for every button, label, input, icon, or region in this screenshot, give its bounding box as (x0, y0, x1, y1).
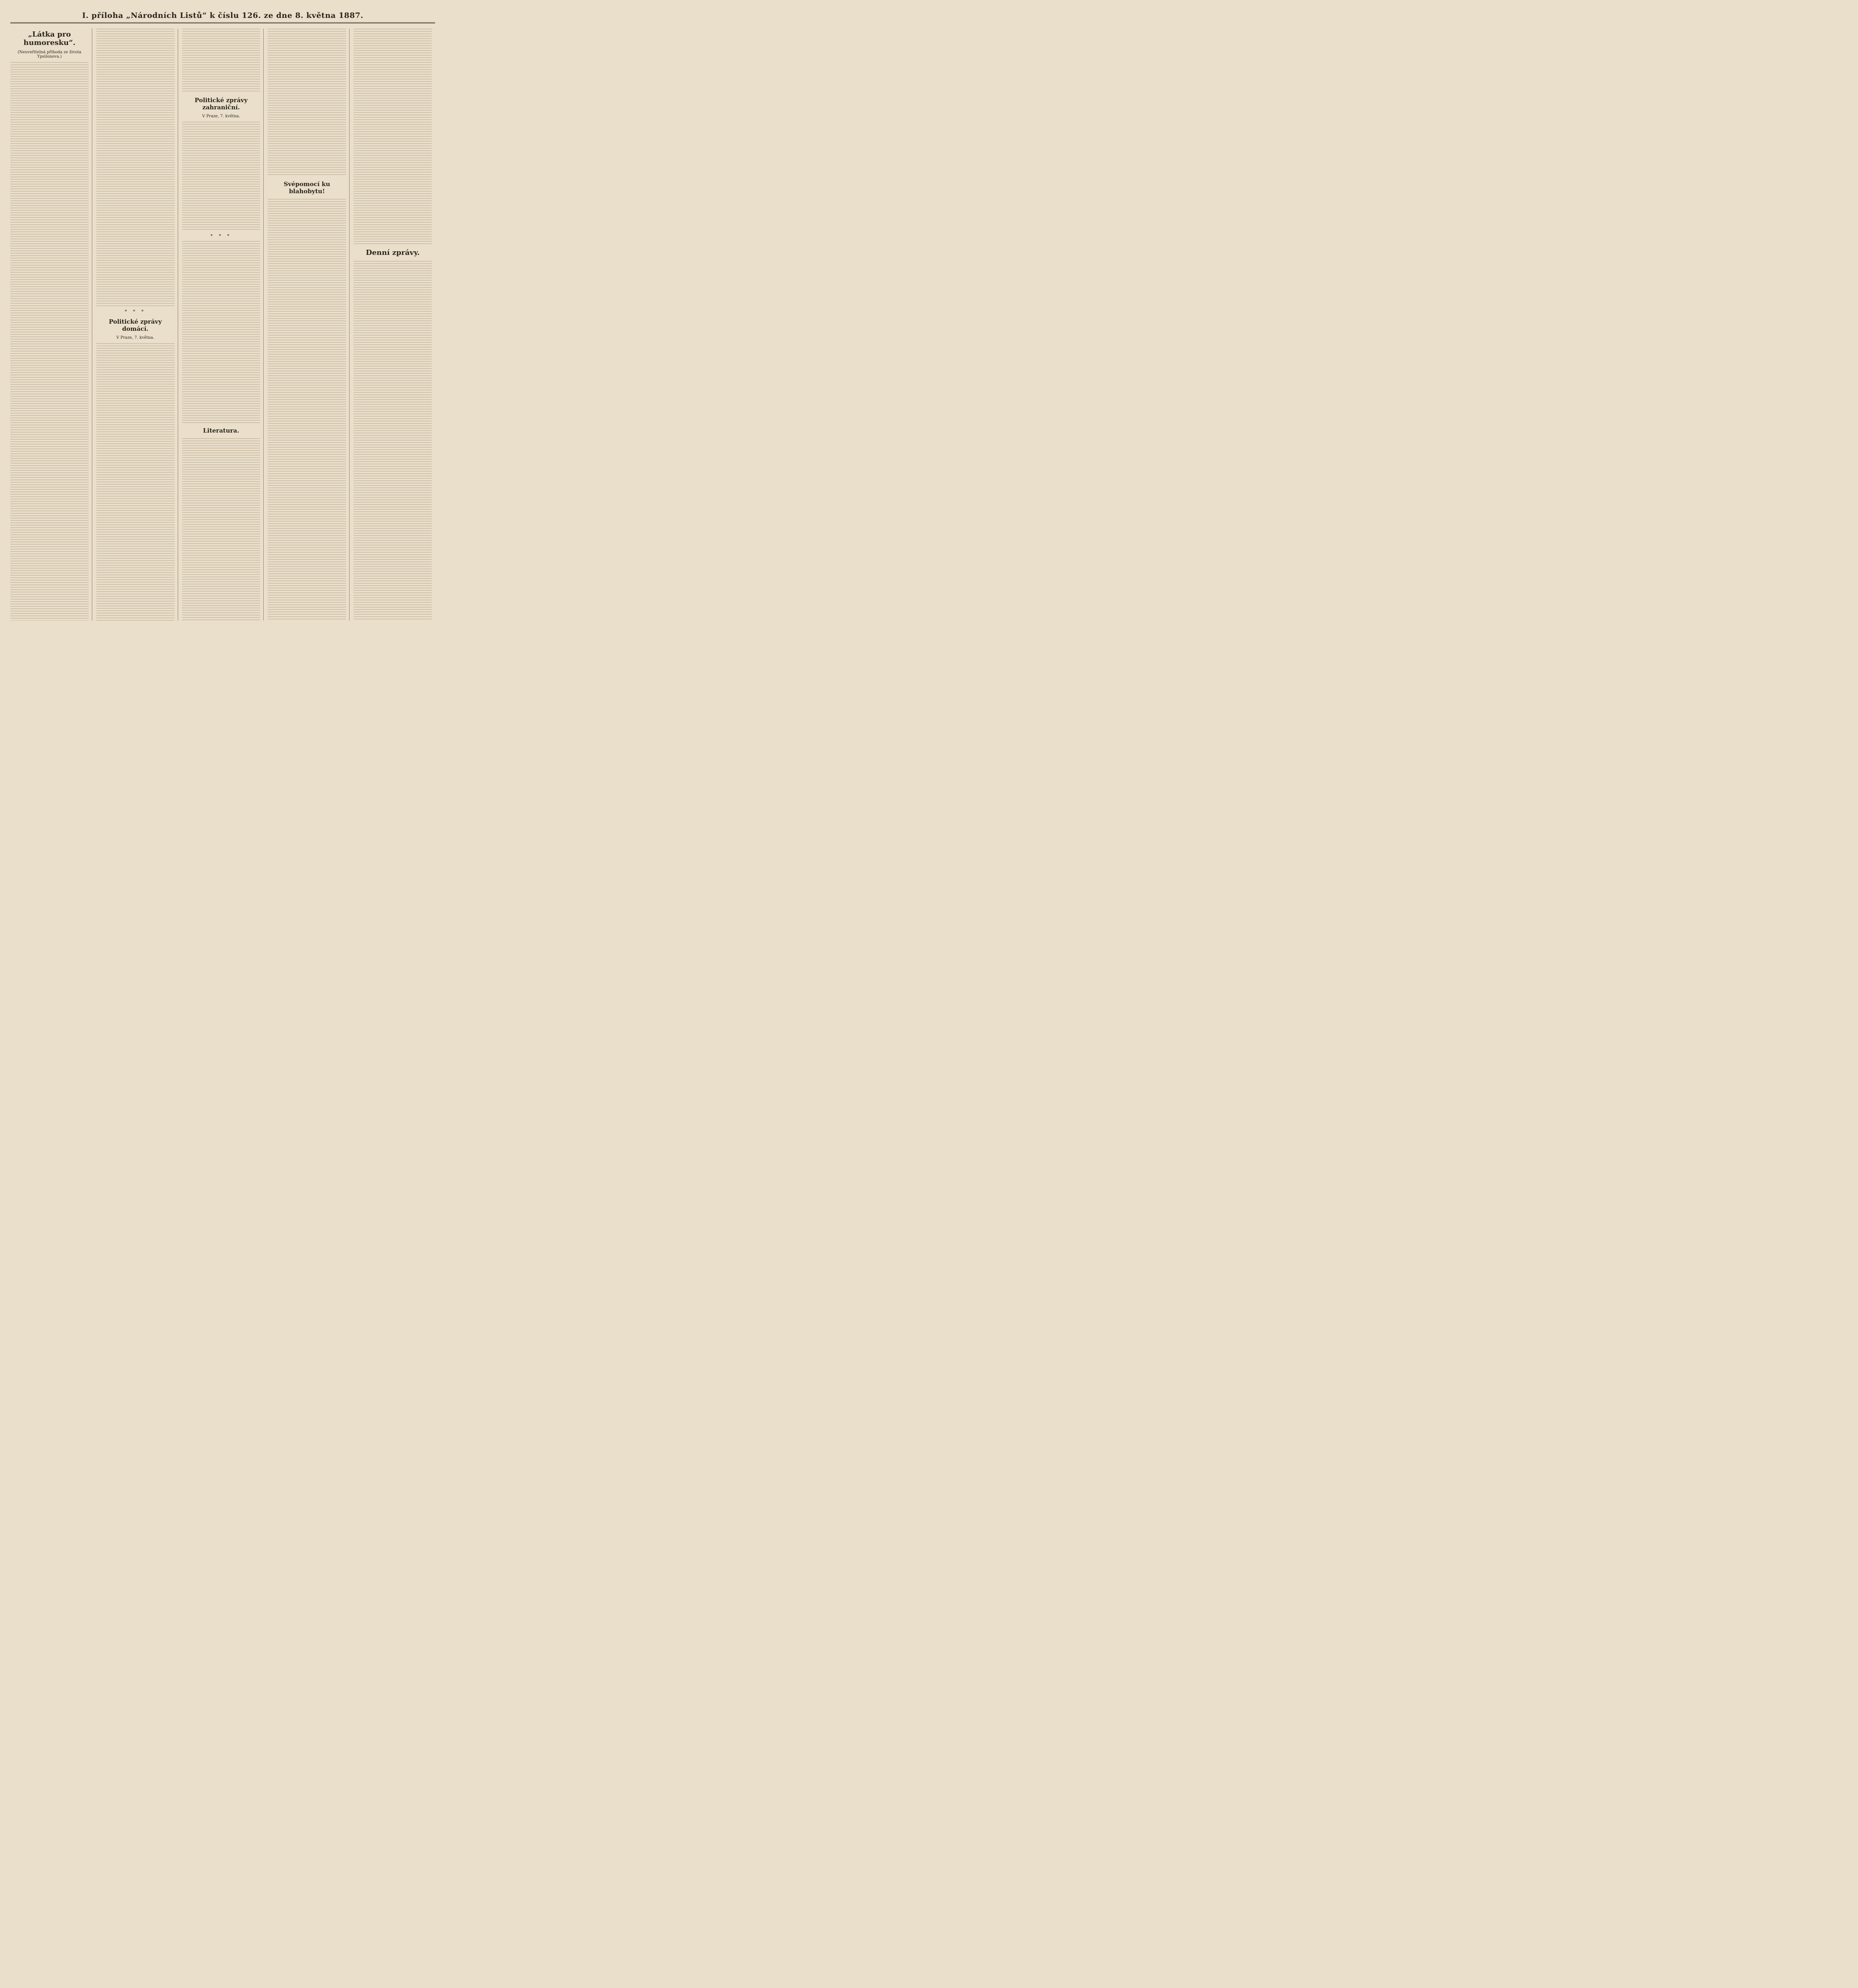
text-block (96, 343, 175, 621)
article-title-svepomoci: Svépomocí ku blahobytu! (284, 180, 330, 195)
text-block (10, 62, 89, 621)
text-block (182, 122, 260, 231)
masthead: I. příloha „Národních Listů“ k číslu 126. ze dne 8. května 1887. (10, 9, 435, 23)
column-1 (10, 29, 92, 621)
dateline: V Praze, 7. května. (202, 114, 240, 118)
text-block (96, 29, 175, 307)
dateline: V Praze, 7. května. (116, 335, 154, 340)
article-title-denni: Denní zprávy. (365, 248, 420, 257)
newspaper-page (0, 0, 445, 631)
text-block (354, 29, 432, 245)
text-block (182, 29, 260, 93)
article-title-literatura: Literatura. (203, 427, 239, 435)
text-block (268, 29, 346, 177)
text-block (182, 241, 260, 423)
text-block (354, 261, 432, 621)
columns (10, 29, 435, 621)
section-divider: * * * (124, 309, 146, 314)
column-5 (354, 29, 435, 621)
article-subtitle-latka: (Neuveřitelná příhoda ze života Ypsilonova.) (17, 50, 82, 59)
article-title-domaci: Politické zprávy domácí. (109, 318, 162, 332)
article-title-zahranicni: Politické zprávy zahraniční. (194, 96, 248, 111)
column-2 (96, 29, 178, 621)
column-4 (268, 29, 350, 621)
text-block (268, 199, 346, 621)
text-block (182, 438, 260, 621)
section-divider: * * * (210, 233, 232, 239)
article-title-latka: „Látka pro humoresku“. (23, 30, 76, 47)
column-3 (182, 29, 264, 621)
